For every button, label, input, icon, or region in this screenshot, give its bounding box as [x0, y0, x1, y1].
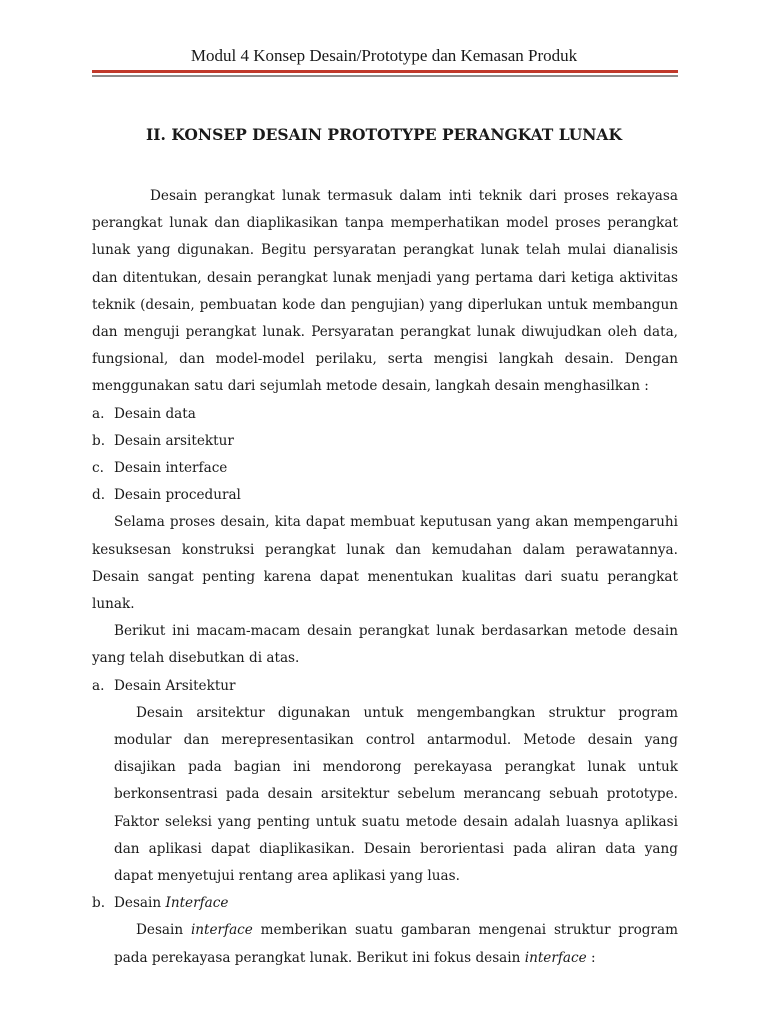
- section-a-text: Desain arsitektur digunakan untuk mengembangkan struktur program modular dan merepresentasikan control antarmodul. Metode desain yang disajikan pada bagian ini mendorong perekayasa perangkat lunak untuk berkonsentrasi pada desain arsitektur sebelum merancang sebuah prototype. Faktor seleksi yang penting untuk suatu metode desain adalah luasnya aplikasi dan aplikasi dapat diaplikasikan. Desain berorientasi pada aliran data yang dapat menyetujui rentang area aplikasi yang luas.: [114, 704, 678, 885]
- list-marker: c.: [92, 460, 104, 477]
- section-a-title: Desain Arsitektur: [114, 677, 236, 694]
- section-b-text-3: :: [586, 949, 596, 966]
- list-item: [92, 428, 678, 455]
- section-b-title: [114, 890, 228, 917]
- section-b-title-em: Interface: [165, 895, 229, 912]
- section-b-text-1: Desain: [136, 922, 191, 939]
- section-b-marker: b.: [92, 895, 106, 912]
- header-rule-red: [92, 70, 678, 73]
- section-a-heading: [92, 673, 678, 700]
- header-rule-grey: [92, 75, 678, 77]
- list-item: [92, 482, 678, 509]
- design-steps-list: [92, 401, 678, 510]
- list-marker: d.: [92, 487, 106, 504]
- section-b-title-prefix: Desain: [114, 895, 166, 912]
- list-item: [92, 401, 678, 428]
- list-text: Desain data: [114, 405, 196, 422]
- body-content: [92, 183, 678, 972]
- list-marker: a.: [92, 405, 105, 422]
- chapter-title: II. KONSEP DESAIN PROTOTYPE PERANGKAT LUNAK: [146, 125, 622, 144]
- paragraph-2: Selama proses desain, kita dapat membuat keputusan yang akan mempengaruhi kesuksesan konstruksi perangkat lunak dan kemudahan dalam perawatannya. Desain sangat penting karena dapat menentukan kualitas dari suatu perangkat lunak.: [92, 514, 678, 613]
- list-text: Desain procedural: [114, 487, 241, 504]
- list-text: Desain arsitektur: [114, 432, 234, 449]
- list-text: Desain interface: [114, 460, 228, 477]
- list-marker: b.: [92, 432, 106, 449]
- list-item: [92, 455, 678, 482]
- section-b-text-2: memberikan suatu gambaran mengenai struktur program pada perekayasa perangkat lunak. Berikut ini fokus desain: [114, 922, 678, 966]
- section-a-marker: a.: [92, 677, 105, 694]
- section-b-text: [92, 917, 678, 971]
- section-b-text-em1: interface: [190, 922, 253, 939]
- section-b-heading: [92, 890, 678, 917]
- header-title: Modul 4 Konsep Desain/Prototype dan Kemasan Produk: [190, 46, 578, 65]
- paragraph-3: Berikut ini macam-macam desain perangkat lunak berdasarkan metode desain yang telah disebutkan di atas.: [92, 623, 678, 667]
- section-b-text-em2: interface: [524, 949, 587, 966]
- intro-paragraph: Desain perangkat lunak termasuk dalam inti teknik dari proses rekayasa perangkat lunak dan diaplikasikan tanpa memperhatikan model proses perangkat lunak yang digunakan. Begitu persyaratan perangkat lunak telah mulai dianalisis dan ditentukan, desain perangkat lunak menjadi yang pertama dari ketiga aktivitas teknik (desain, pembuatan kode dan pengujian) yang diperlukan untuk membangun dan menguji perangkat lunak. Persyaratan perangkat lunak diwujudkan oleh data, fungsional, dan model-model perilaku, serta mengisi langkah desain. Dengan menggunakan satu dari sejumlah metode desain, langkah desain menghasilkan :: [92, 188, 678, 395]
